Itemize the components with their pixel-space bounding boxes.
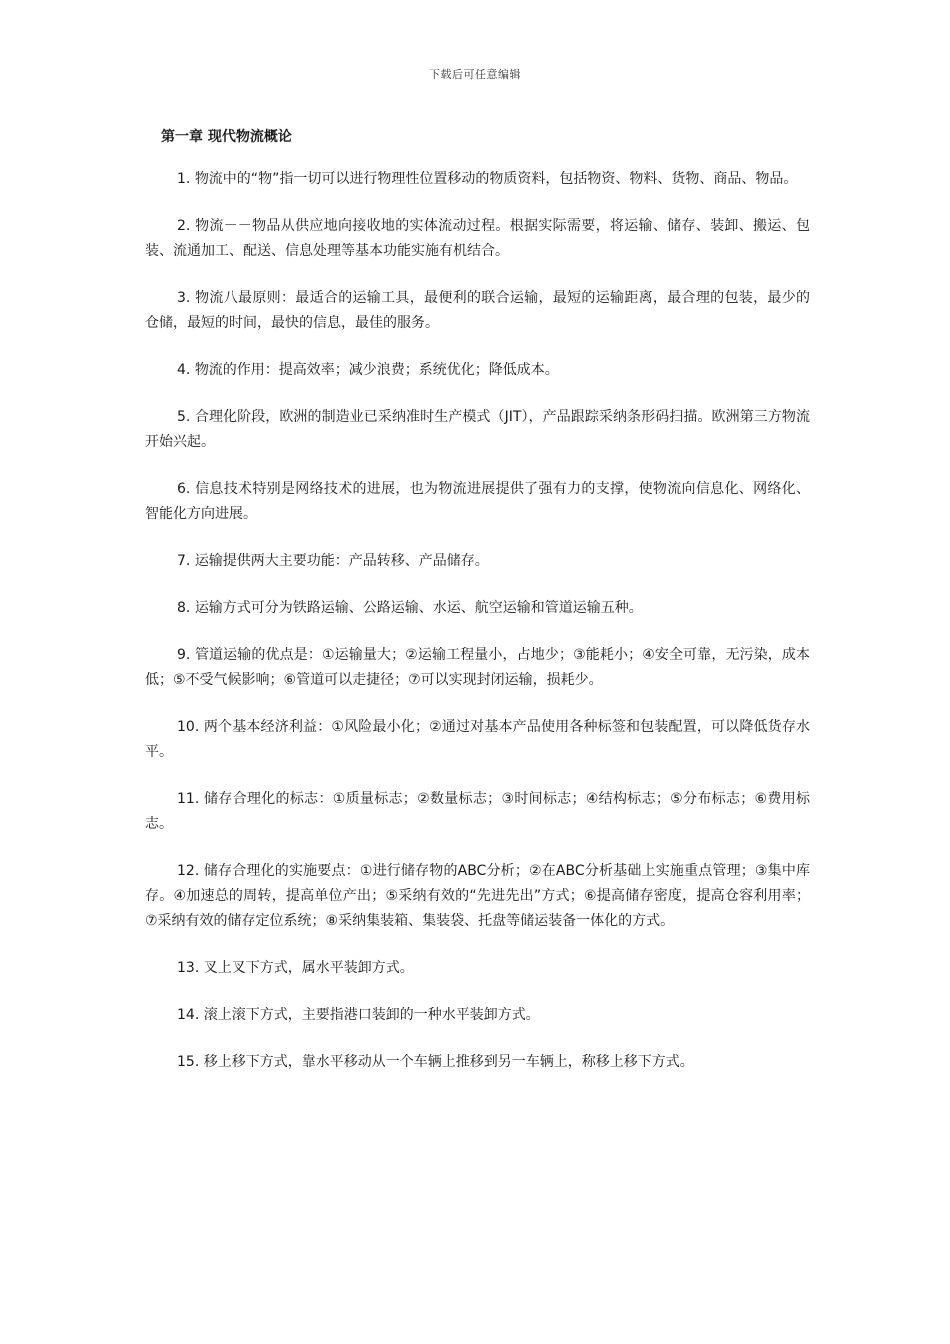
item-text: 运输方式可分为铁路运输、公路运输、水运、航空运输和管道运输五种。: [194, 600, 643, 616]
chapter-title: 第一章 现代物流概论: [161, 129, 292, 145]
item-number: 10.: [177, 719, 200, 735]
list-item: [145, 477, 810, 527]
list-item: [145, 358, 810, 383]
item-number: 6.: [177, 481, 191, 497]
item-text: 物流中的“物”指一切可以进行物理性位置移动的物质资料，包括物资、物料、货物、商品、物品。: [194, 171, 798, 187]
item-text: 合理化阶段，欧洲的制造业已采纳准时生产模式（JIT），产品跟踪采纳条形码扫描。欧洲第三方物流开始兴起。: [145, 409, 810, 450]
list-item: [145, 643, 810, 693]
item-text: 物流的作用：提高效率；减少浪费；系统优化；降低成本。: [194, 362, 559, 378]
item-number: 13.: [177, 960, 200, 976]
item-number: 4.: [177, 362, 191, 378]
document-body: [145, 126, 810, 1097]
item-text: 滚上滚下方式，主要指港口装卸的一种水平装卸方式。: [203, 1007, 540, 1023]
item-list: [145, 167, 810, 1075]
list-item: [145, 549, 810, 574]
item-number: 1.: [177, 171, 191, 187]
item-number: 3.: [177, 290, 191, 306]
list-item: [145, 1050, 810, 1075]
item-text: 移上移下方式，靠水平移动从一个车辆上推移到另一车辆上，称移上移下方式。: [203, 1054, 694, 1070]
item-number: 9.: [177, 647, 191, 663]
list-item: [145, 167, 810, 192]
item-text: 储存合理化的实施要点：①进行储存物的ABC分析；②在ABC分析基础上实施重点管理；③集中库存。④加速总的周转，提高单位产出；⑤采纳有效的“先进先出”方式；⑥提高储存密度，提高仓容利用率；⑦采纳有效的储存定位系统；⑧采纳集装箱、集装袋、托盘等储运装备一体化的方式。: [145, 863, 811, 929]
item-text: 叉上叉下方式，属水平装卸方式。: [203, 960, 414, 976]
list-item: [145, 715, 810, 765]
list-item: [145, 214, 810, 264]
item-number: 14.: [177, 1007, 200, 1023]
item-number: 2.: [177, 218, 191, 234]
item-number: 11.: [177, 791, 200, 807]
list-item: [145, 405, 810, 455]
list-item: [145, 787, 810, 837]
item-number: 8.: [177, 600, 191, 616]
item-text: 运输提供两大主要功能：产品转移、产品储存。: [194, 553, 489, 569]
item-text: 两个基本经济利益：①风险最小化；②通过对基本产品使用各种标签和包装配置，可以降低货存水平。: [145, 719, 810, 760]
list-item: [145, 956, 810, 981]
item-number: 7.: [177, 553, 191, 569]
item-text: 物流－－物品从供应地向接收地的实体流动过程。根据实际需要，将运输、储存、装卸、搬运、包装、流通加工、配送、信息处理等基本功能实施有机结合。: [145, 218, 810, 259]
list-item: [145, 596, 810, 621]
list-item: [145, 286, 810, 336]
item-number: 12.: [177, 863, 200, 879]
item-text: 管道运输的优点是：①运输量大；②运输工程量小，占地少；③能耗小；④安全可靠，无污染，成本低；⑤不受气候影响；⑥管道可以走捷径；⑦可以实现封闭运输，损耗少。: [145, 647, 811, 688]
item-text: 储存合理化的标志：①质量标志；②数量标志；③时间标志；④结构标志；⑤分布标志；⑥费用标志。: [145, 791, 811, 832]
list-item: [145, 859, 810, 934]
header-note: 下载后可任意编辑: [429, 68, 521, 81]
item-number: 5.: [177, 409, 191, 425]
item-text: 物流八最原则：最适合的运输工具，最便利的联合运输，最短的运输距离，最合理的包装，最少的仓储，最短的时间，最快的信息，最佳的服务。: [145, 290, 811, 331]
item-number: 15.: [177, 1054, 200, 1070]
item-text: 信息技术特别是网络技术的进展，也为物流进展提供了强有力的支撑，使物流向信息化、网络化、智能化方向进展。: [145, 481, 811, 522]
list-item: [145, 1003, 810, 1028]
